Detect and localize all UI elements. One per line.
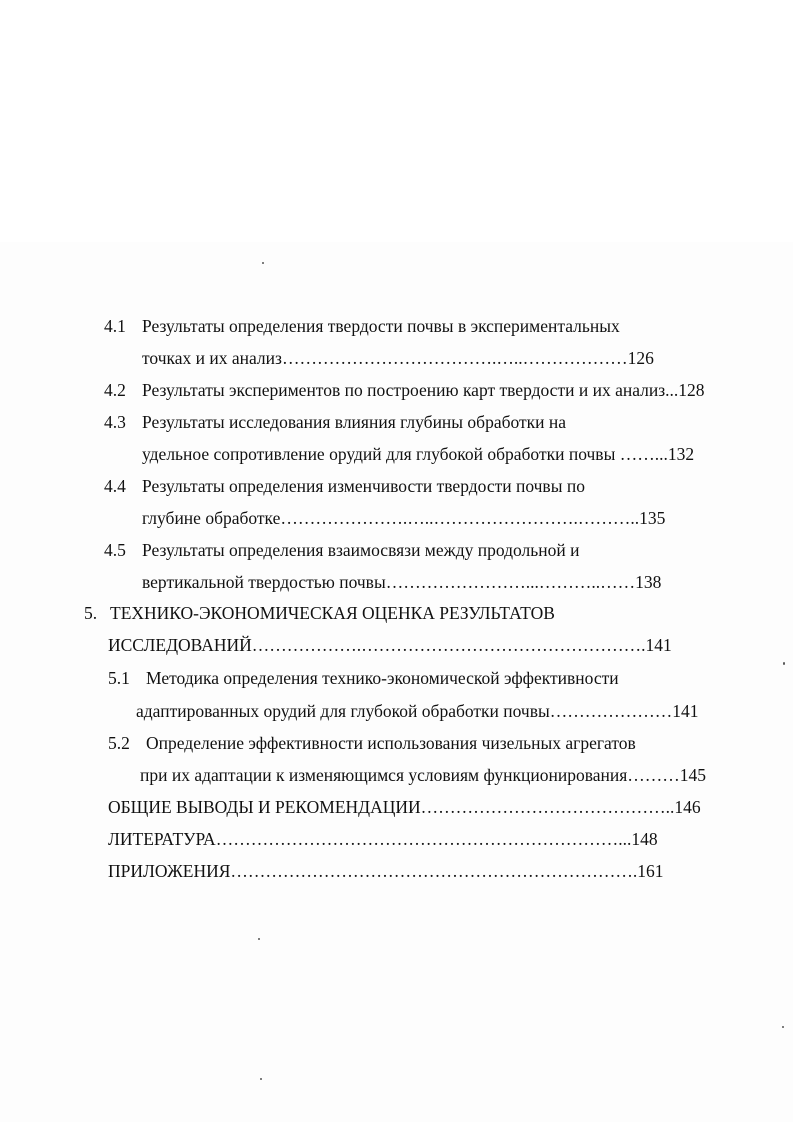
- toc-number-4-4: 4.4: [104, 476, 126, 496]
- toc-number-5-2: 5.2: [108, 733, 130, 753]
- toc-entry-4-1-title: [104, 315, 620, 337]
- toc-number-5: 5.: [84, 603, 98, 623]
- toc-entry-5-1-line2: адаптированных орудий для глубокой обработки почвы…………………141: [136, 701, 699, 721]
- toc-number-4-1: 4.1: [104, 316, 126, 336]
- toc-entry-4-4-line2: глубине обработке………………….…..…………………….………..135: [142, 508, 666, 528]
- toc-text-4-4-line1: Результаты определения изменчивости твердости почвы по: [142, 476, 585, 496]
- toc-entry-5-2-line2: при их адаптации к изменяющимся условиям функционирования………145: [140, 765, 707, 785]
- toc-text-5-2-line1: Определение эффективности использования чизельных агрегатов: [146, 733, 636, 753]
- toc-entry-5-2-title: [108, 732, 636, 754]
- toc-text-4-2: Результаты экспериментов по построению карт твердости и их анализ...128: [142, 380, 705, 400]
- toc-chapter-5-line2: ИССЛЕДОВАНИЙ……………….………………………………………….141: [108, 635, 672, 655]
- toc-literature: ЛИТЕРАТУРА……………………………………………………………...148: [108, 829, 658, 849]
- scan-speck: [783, 662, 785, 665]
- toc-entry-5-1-title: [108, 667, 619, 689]
- toc-entry-4-5-line2: вертикальной твердостью почвы……………………...………..……138: [142, 572, 662, 592]
- toc-number-5-1: 5.1: [108, 668, 130, 688]
- toc-text-5-1-line1: Методика определения технико-экономической эффективности: [146, 668, 619, 688]
- toc-number-4-5: 4.5: [104, 540, 126, 560]
- toc-entry-4-1-line2: точках и их анализ……………………………….…..………………126: [142, 348, 654, 368]
- toc-text-5-line1: ТЕХНИКО-ЭКОНОМИЧЕСКАЯ ОЦЕНКА РЕЗУЛЬТАТОВ: [110, 603, 555, 623]
- toc-text-4-1-line1: Результаты определения твердости почвы в экспериментальных: [142, 316, 620, 336]
- toc-appendices: ПРИЛОЖЕНИЯ…………………………………………………………….161: [108, 861, 664, 881]
- toc-entry-4-5-title: [104, 539, 580, 561]
- scan-speck: [782, 1026, 784, 1028]
- toc-number-4-3: 4.3: [104, 412, 126, 432]
- toc-conclusions: ОБЩИЕ ВЫВОДЫ И РЕКОМЕНДАЦИИ……………………………………..146: [108, 797, 701, 817]
- toc-text-4-3-line1: Результаты исследования влияния глубины обработки на: [142, 412, 567, 432]
- scan-speck: [260, 1078, 262, 1080]
- toc-entry-4-2: [104, 379, 705, 401]
- toc-entry-4-3-line2: удельное сопротивление орудий для глубокой обработки почвы ……...132: [142, 444, 695, 464]
- scan-speck: [258, 938, 260, 940]
- toc-number-4-2: 4.2: [104, 380, 126, 400]
- toc-text-4-5-line1: Результаты определения взаимосвязи между продольной и: [142, 540, 580, 560]
- scan-speck: [262, 262, 264, 264]
- toc-chapter-5-title: [84, 602, 555, 624]
- toc-entry-4-4-title: [104, 475, 585, 497]
- toc-entry-4-3-title: [104, 411, 566, 433]
